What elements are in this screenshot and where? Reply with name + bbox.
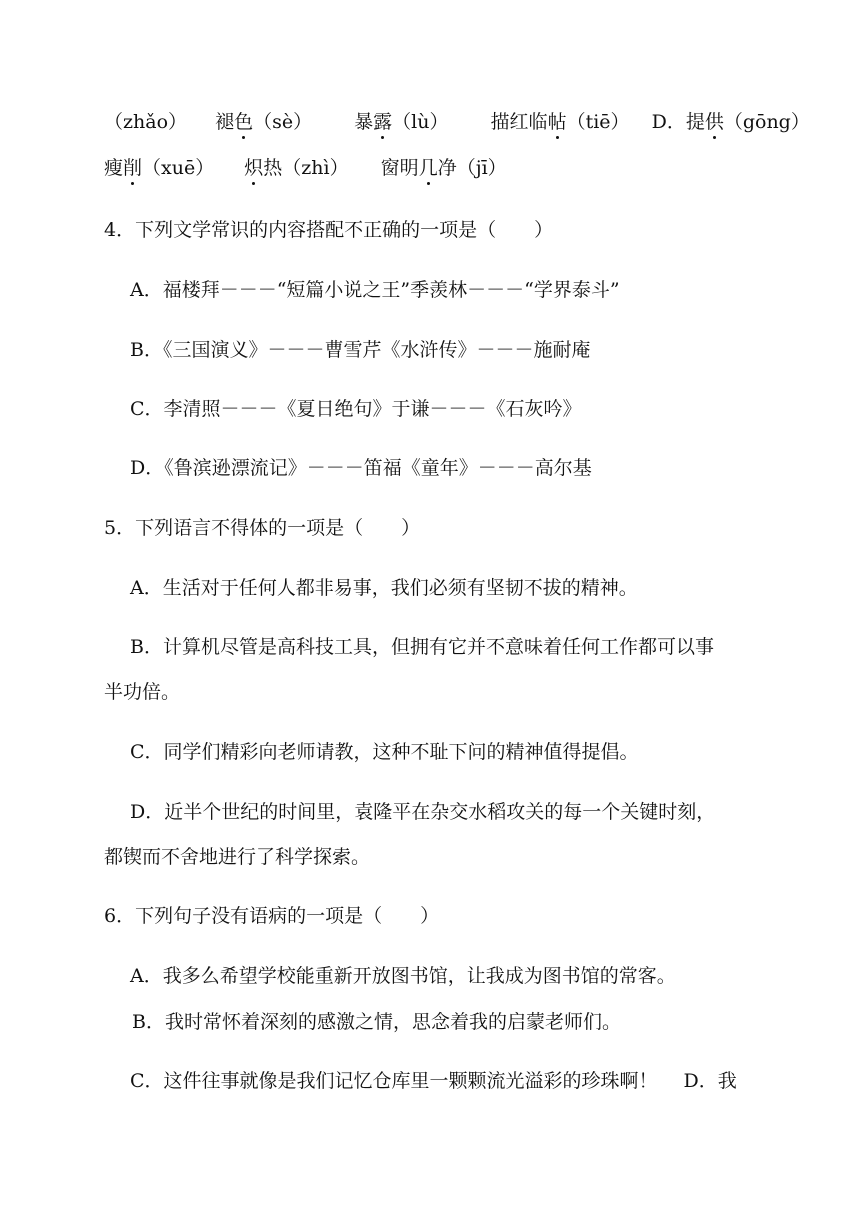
pinyin-item-chuangmingjijing (381, 156, 507, 180)
pinyin-item-tuise (215, 110, 312, 134)
question-4-option-c: C．李清照－－－《夏日绝句》于谦－－－《石灰吟》 (130, 398, 582, 420)
word-pinyin: 净（jī） (437, 157, 507, 179)
question-5-option-a: A．生活对于任何人都非易事，我们必须有坚韧不拔的精神。 (130, 577, 638, 599)
word-part: 描红临 (490, 111, 548, 133)
pinyin-options-line-1 (104, 110, 810, 134)
dotted-character: 帖 (547, 111, 567, 133)
word-pinyin: （xuē） (142, 157, 215, 179)
word-part: D．提 (651, 111, 705, 133)
question-6-option-c (130, 1069, 737, 1093)
pinyin-item-miaohonglintie (491, 110, 630, 134)
dotted-character: 供 (704, 111, 724, 133)
word-part: 瘦 (104, 157, 124, 179)
dotted-character: 色 (234, 111, 254, 133)
word-pinyin: （tiē） (566, 111, 630, 133)
pinyin-fragment-zhao: （zhǎo） (104, 111, 188, 133)
pinyin-item-baolu (354, 110, 448, 134)
question-6-option-b: B．我时常怀着深刻的感激之情，思念着我的启蒙老师们。 (132, 1011, 621, 1033)
dotted-character: 削 (123, 157, 143, 179)
word-part: 窗明 (380, 157, 419, 179)
question-5-option-d-line-1: D．近半个世纪的时间里，袁隆平在杂交水稻攻关的每一个关键时刻， (130, 801, 716, 823)
word-part: 暴 (354, 111, 374, 133)
question-6-stem: 6．下列句子没有语病的一项是（ ） (104, 905, 440, 927)
word-part: 褪 (215, 111, 235, 133)
question-6-option-a: A．我多么希望学校能重新开放图书馆，让我成为图书馆的常客。 (130, 965, 676, 987)
question-4-option-b: B．《三国演义》－－－曹雪芹《水浒传》－－－施耐庵 (130, 339, 591, 361)
question-6-option-d-start: D．我 (683, 1070, 737, 1092)
pinyin-item-shouxue (104, 156, 214, 180)
pinyin-options-line-2 (104, 156, 507, 180)
pinyin-option-d (652, 110, 810, 134)
dotted-character: 露 (373, 111, 393, 133)
question-5-option-c: C．同学们精彩向老师请教，这种不耻下问的精神值得提倡。 (130, 741, 639, 763)
question-4-option-d: D．《鲁滨逊漂流记》－－－笛福《童年》－－－高尔基 (130, 457, 592, 479)
word-pinyin: （gōng） (723, 111, 810, 133)
question-4-option-a: A．福楼拜－－－“短篇小说之王”季羡林－－－“学界泰斗” (130, 279, 620, 301)
dotted-character: 炽 (244, 157, 264, 179)
question-5-option-b-line-2: 半功倍。 (104, 681, 181, 703)
word-pinyin: （lù） (392, 111, 449, 133)
question-5-option-b-line-1: B．计算机尽管是高科技工具，但拥有它并不意味着任何工作都可以事 (130, 636, 714, 658)
word-pinyin: 热（zhì） (263, 157, 349, 179)
pinyin-item-chire (244, 156, 348, 180)
word-pinyin: （sè） (253, 111, 313, 133)
question-4-stem: 4．下列文学常识的内容搭配不正确的一项是（ ） (104, 219, 554, 241)
dotted-character: 几 (418, 157, 438, 179)
question-5-option-d-line-2: 都锲而不舍地进行了科学探索。 (104, 846, 371, 868)
question-5-stem: 5．下列语言不得体的一项是（ ） (104, 517, 421, 539)
question-6-option-c-text: C．这件往事就像是我们记忆仓库里一颗颗流光溢彩的珍珠啊！ (130, 1070, 658, 1092)
